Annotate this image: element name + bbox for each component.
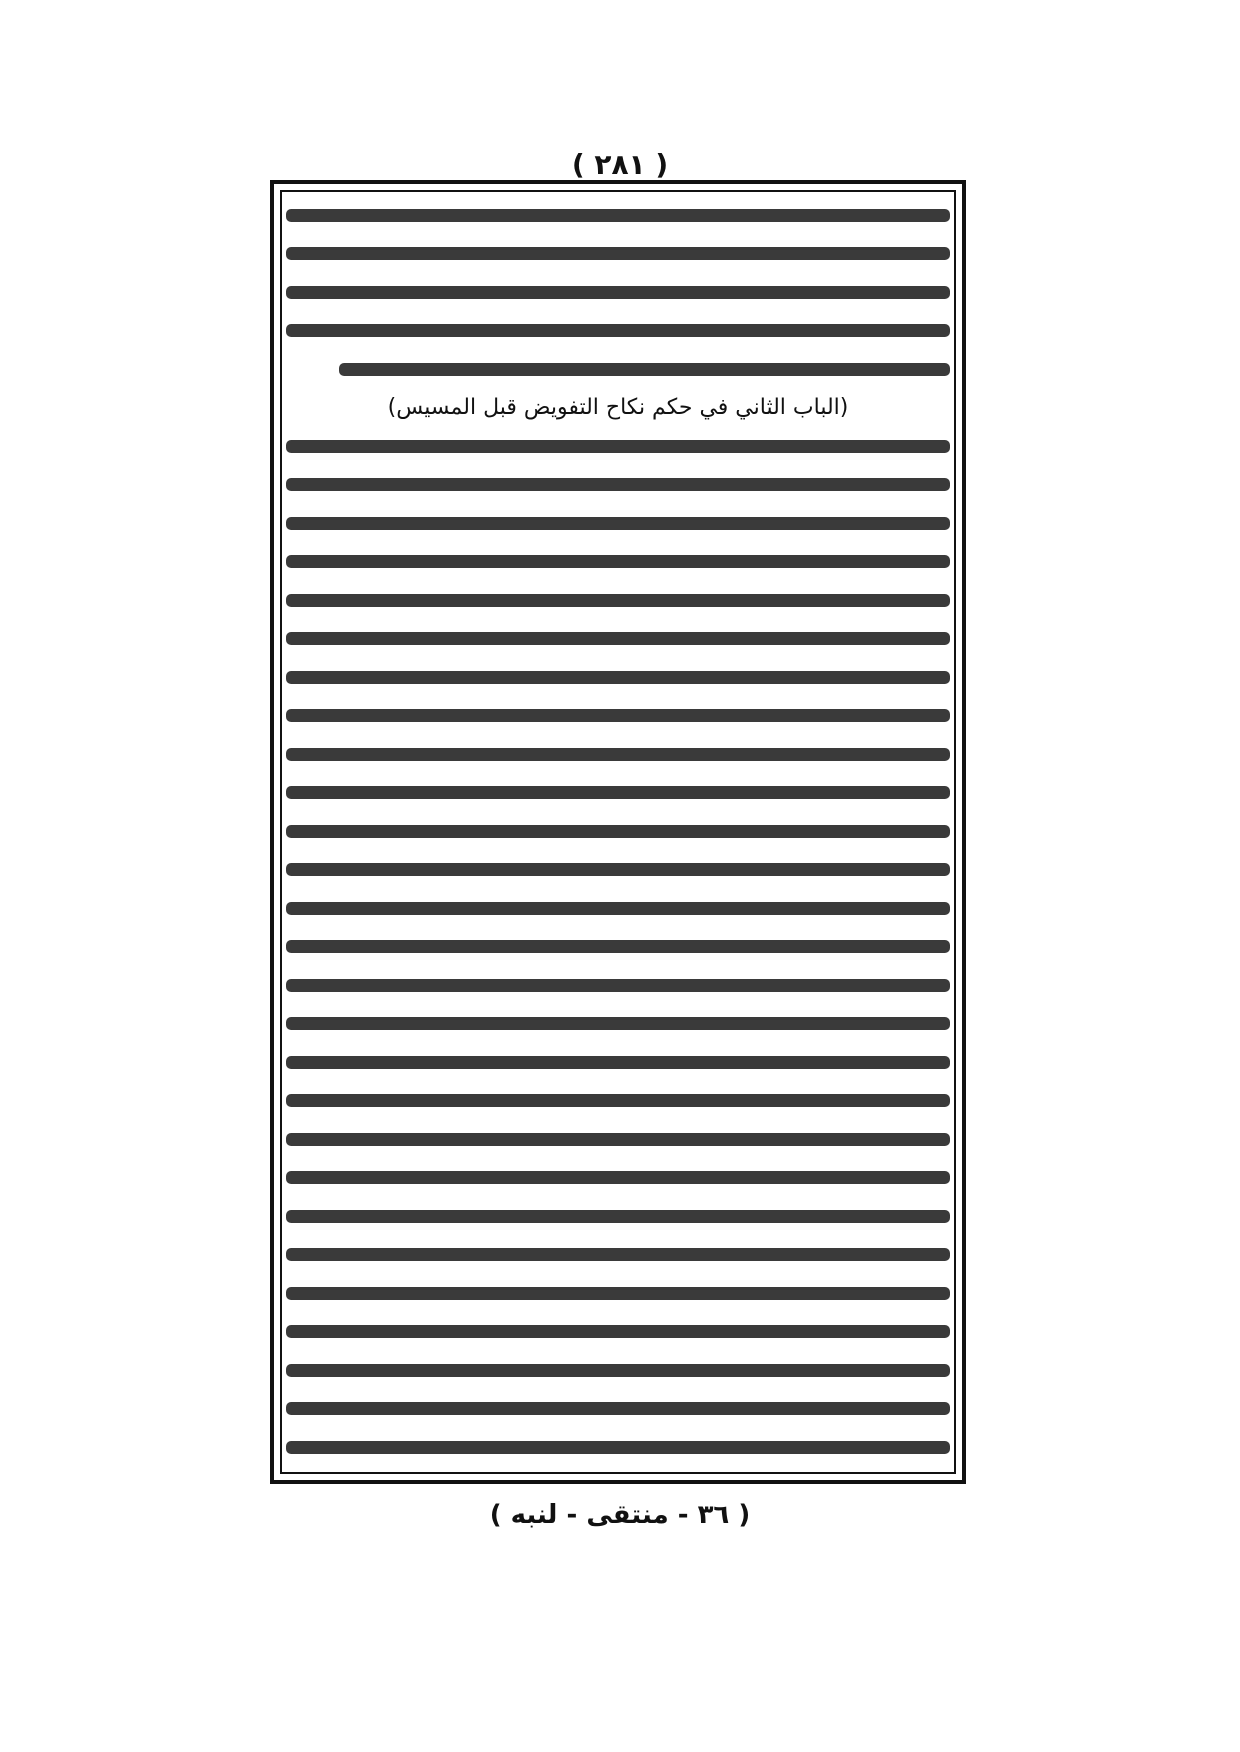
text-line-ink xyxy=(286,786,950,799)
text-line xyxy=(286,273,950,311)
text-line xyxy=(286,928,950,966)
text-line xyxy=(286,196,950,234)
text-line-ink xyxy=(286,671,950,684)
text-line xyxy=(286,658,950,696)
text-line xyxy=(286,1197,950,1235)
text-line xyxy=(286,1236,950,1274)
text-line xyxy=(286,966,950,1004)
text-line-ink xyxy=(286,286,950,299)
text-line xyxy=(286,1428,950,1466)
text-line xyxy=(286,620,950,658)
text-line xyxy=(286,1005,950,1043)
page-number: ( ٢٨١ ) xyxy=(571,148,669,181)
text-line xyxy=(286,350,950,388)
text-line xyxy=(286,1274,950,1312)
text-line xyxy=(286,774,950,812)
text-line xyxy=(286,1313,950,1351)
text-line-ink xyxy=(286,1441,950,1454)
text-line-ink xyxy=(286,825,950,838)
text-line xyxy=(286,735,950,773)
text-line-ink xyxy=(286,1210,950,1223)
text-line-ink xyxy=(286,478,950,491)
text-line-ink xyxy=(286,979,950,992)
text-line xyxy=(286,543,950,581)
text-line xyxy=(286,312,950,350)
signature-note: ( ٣٦ - منتقى - لنبه ) xyxy=(489,1500,751,1530)
text-line-ink xyxy=(286,1287,950,1300)
text-line-ink xyxy=(286,1325,950,1338)
text-line-ink xyxy=(286,555,950,568)
text-line-ink xyxy=(286,709,950,722)
text-body xyxy=(286,196,950,1468)
text-line-ink xyxy=(286,902,950,915)
text-line-ink xyxy=(286,1402,950,1415)
text-line-ink xyxy=(286,1017,950,1030)
text-line xyxy=(286,697,950,735)
text-line-ink xyxy=(286,632,950,645)
text-line-ink xyxy=(286,517,950,530)
text-line-ink xyxy=(286,247,950,260)
text-line xyxy=(286,851,950,889)
text-line-ink xyxy=(286,1094,950,1107)
text-line-ink xyxy=(286,1364,950,1377)
text-line xyxy=(286,581,950,619)
text-line-ink xyxy=(286,440,950,453)
text-line xyxy=(286,1120,950,1158)
text-line xyxy=(286,889,950,927)
chapter-heading: (الباب الثاني في حكم نكاح التفويض قبل المسيس) xyxy=(387,394,849,420)
text-line xyxy=(286,1351,950,1389)
text-line xyxy=(286,466,950,504)
text-line-ink xyxy=(286,209,950,222)
text-line-ink xyxy=(286,748,950,761)
text-line-ink xyxy=(286,1248,950,1261)
text-line xyxy=(286,1390,950,1428)
text-line xyxy=(286,812,950,850)
text-line-ink xyxy=(286,324,950,337)
text-line-ink xyxy=(286,1171,950,1184)
text-line-ink xyxy=(286,1133,950,1146)
text-line-ink xyxy=(286,863,950,876)
text-line-ink xyxy=(339,363,950,376)
text-line xyxy=(286,1043,950,1081)
text-line xyxy=(286,504,950,542)
text-line xyxy=(286,235,950,273)
text-line-ink xyxy=(286,594,950,607)
text-line xyxy=(286,1159,950,1197)
text-line xyxy=(286,427,950,465)
text-line xyxy=(286,1082,950,1120)
text-line-ink xyxy=(286,940,950,953)
text-line-ink xyxy=(286,1056,950,1069)
